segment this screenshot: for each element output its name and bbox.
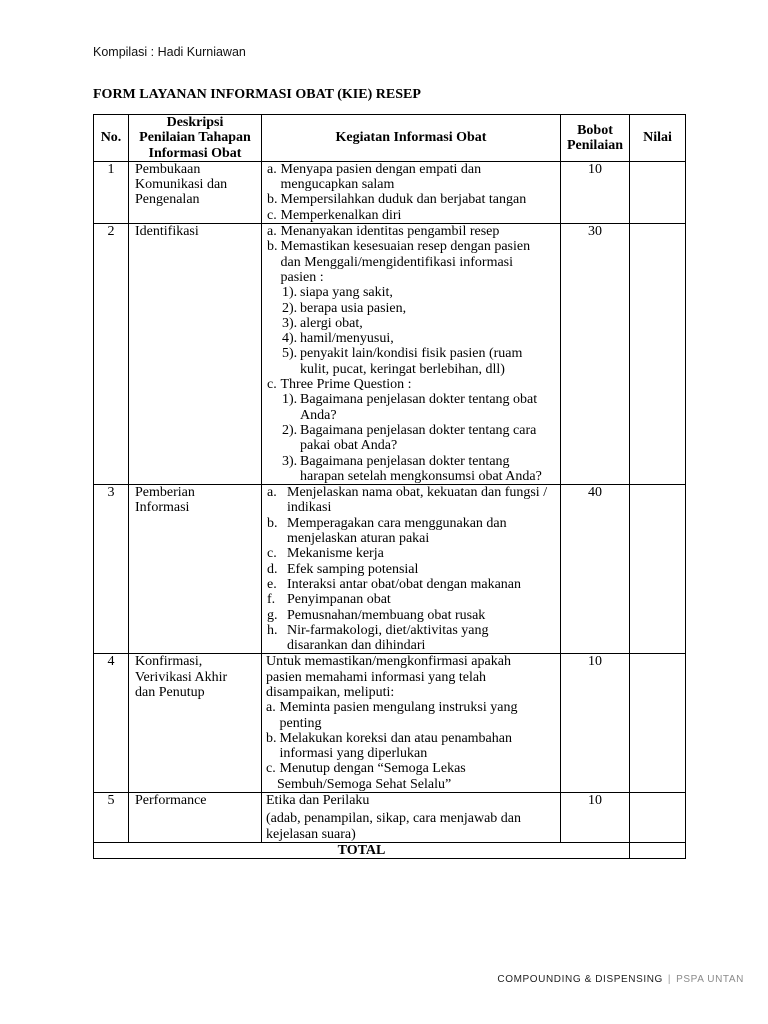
activity-text: Meminta pasien mengulang instruksi yang [279, 700, 518, 716]
activity-item [267, 208, 560, 223]
stage-description [129, 793, 262, 843]
score-cell [630, 485, 686, 654]
column-header-score: Nilai [630, 115, 686, 162]
header-line: Informasi Obat [148, 145, 242, 161]
table-row [94, 224, 686, 485]
sub-item-text: Bagaimana penjelasan dokter tentang cara [300, 422, 537, 438]
intro-line: disampaikan, meliputi: [266, 684, 395, 700]
activity-text: Menyapa pasien dengan empati dan [280, 161, 482, 177]
activity-item [267, 546, 560, 561]
activity-line [267, 608, 560, 623]
activity-item [267, 562, 560, 577]
sub-item-line [282, 346, 560, 361]
activity-cell [262, 654, 561, 793]
activity-text: Memperkenalkan diri [280, 207, 402, 223]
column-header-description [129, 115, 262, 162]
weight-value: 30 [561, 224, 630, 485]
sub-item-marker: 1). [282, 285, 298, 301]
column-header-no: No. [94, 115, 129, 162]
row-number: 2 [94, 224, 129, 485]
item-marker: g. [267, 607, 278, 623]
activity-line: disarankan dan dihindari [287, 638, 426, 654]
activity-cell [262, 485, 561, 654]
activity-cell [262, 224, 561, 485]
details-line: (adab, penampilan, sikap, cara menjawab dan [266, 811, 522, 827]
activity-line [267, 192, 560, 207]
sub-item-marker: 2). [282, 300, 298, 316]
table-header-row [94, 115, 686, 162]
activity-item [267, 608, 560, 623]
table-row [94, 793, 686, 843]
column-header-activity: Kegiatan Informasi Obat [262, 115, 561, 162]
activity-text: Memastikan kesesuaian resep dengan pasien [280, 239, 531, 255]
sub-item-text: berapa usia pasien, [300, 300, 407, 316]
table-row [94, 485, 686, 654]
activity-line [266, 761, 560, 776]
activity-item [267, 485, 560, 516]
description-line: Pengenalan [135, 192, 200, 208]
activity-item [267, 592, 560, 607]
activity-text: Efek samping potensial [287, 561, 419, 577]
column-header-weight [561, 115, 630, 162]
activity-item [267, 577, 560, 592]
activity-text: Three Prime Question : [280, 377, 412, 393]
activity-item [267, 377, 560, 484]
activity-line [267, 577, 560, 592]
sub-item [267, 454, 560, 485]
item-marker: b. [267, 192, 278, 208]
activity-line [267, 516, 560, 531]
activity-item [267, 192, 560, 207]
description-line: Komunikasi dan [135, 177, 228, 193]
intro-line: pasien memahami informasi yang telah [266, 669, 487, 685]
item-marker: b. [266, 730, 277, 746]
activity-text: Memperagakan cara menggunakan dan [287, 515, 507, 531]
sub-item-marker: 1). [282, 392, 298, 408]
header-line: Penilaian [566, 137, 623, 153]
activity-line [267, 208, 560, 223]
activity-item [267, 162, 560, 193]
item-marker: a. [267, 485, 277, 501]
sub-item-marker: 3). [282, 453, 298, 469]
activity-line [267, 377, 560, 392]
description-line: Informasi [135, 500, 190, 516]
activity-text: Nir-farmakologi, diet/aktivitas yang [287, 622, 489, 638]
activity-line: indikasi [287, 500, 332, 516]
item-marker: a. [266, 700, 276, 716]
total-score-cell [630, 842, 686, 858]
footer-program: PSPA UNTAN [676, 974, 744, 985]
activity-item [266, 761, 560, 792]
sub-item [267, 301, 560, 316]
sub-item-text: penyakit lain/kondisi fisik pasien (ruam [300, 346, 523, 362]
activity-line [266, 700, 560, 715]
activity-line [267, 224, 560, 239]
header-line: Bobot [577, 122, 613, 138]
page-title: FORM LAYANAN INFORMASI OBAT (KIE) RESEP [93, 87, 421, 102]
weight-value: 10 [561, 161, 630, 223]
activity-cell [262, 161, 561, 223]
activity-text: Mempersilahkan duduk dan berjabat tangan [280, 192, 527, 208]
description-line: Pemberian [135, 485, 195, 501]
description-line: dan Penutup [135, 684, 205, 700]
sub-item-marker: 5). [282, 346, 298, 362]
sub-item [267, 392, 560, 423]
activity-text: Menutup dengan “Semoga Lekas [279, 761, 466, 777]
sub-item [267, 346, 560, 377]
stage-description [129, 654, 262, 793]
activity-text: Menanyakan identitas pengambil resep [280, 224, 500, 240]
activity-text: Melakukan koreksi dan atau penambahan [279, 730, 512, 746]
row-number: 4 [94, 654, 129, 793]
item-marker: c. [267, 377, 277, 393]
sub-item-line [282, 331, 560, 346]
activity-line: menjelaskan aturan pakai [287, 531, 430, 547]
sub-item-line: harapan setelah mengkonsumsi obat Anda? [300, 468, 542, 484]
description-line: Pembukaan [135, 161, 201, 177]
stage-description [129, 161, 262, 223]
sub-item-line [282, 285, 560, 300]
activity-line [267, 592, 560, 607]
activity-item [267, 224, 560, 239]
activity-line [267, 162, 560, 177]
activity-cell [262, 793, 561, 843]
intro-line: Etika dan Perilaku [266, 793, 370, 809]
score-cell [630, 654, 686, 793]
sub-item-marker: 4). [282, 331, 298, 347]
item-marker: c. [267, 207, 277, 223]
sub-item-text: siapa yang sakit, [300, 285, 393, 301]
sub-item-text: alergi obat, [300, 315, 363, 331]
sub-item-marker: 3). [282, 315, 298, 331]
table-row [94, 654, 686, 793]
activity-line: informasi yang diperlukan [279, 746, 428, 762]
header-line: Penilaian Tahapan [139, 130, 251, 146]
sub-item-text: hamil/menyusui, [300, 331, 394, 347]
activity-text: Interaksi antar obat/obat dengan makanan [287, 576, 522, 592]
sub-item-line [282, 392, 560, 407]
sub-item-text: Bagaimana penjelasan dokter tentang obat [300, 392, 538, 408]
activity-line [267, 239, 560, 254]
row-number: 3 [94, 485, 129, 654]
activity-text: Menjelaskan nama obat, kekuatan dan fungsi / [287, 485, 548, 501]
compiler-credit: Kompilasi : Hadi Kurniawan [93, 45, 246, 59]
total-row [94, 842, 686, 858]
stage-description [129, 485, 262, 654]
total-label: TOTAL [94, 842, 630, 858]
score-cell [630, 161, 686, 223]
weight-value: 40 [561, 485, 630, 654]
item-marker: a. [267, 224, 277, 240]
activity-line [267, 546, 560, 561]
activity-line: penting [279, 715, 322, 731]
activity-text: Penyimpanan obat [287, 592, 391, 608]
description-line: Verivikasi Akhir [135, 669, 228, 685]
activity-item [267, 516, 560, 547]
sub-item-line [282, 423, 560, 438]
row-number: 5 [94, 793, 129, 843]
description-line: Performance [135, 793, 207, 809]
sub-item-text: Bagaimana penjelasan dokter tentang [300, 453, 510, 469]
sub-item-line: pakai obat Anda? [300, 438, 398, 454]
item-marker: f. [267, 592, 276, 608]
footer-course: COMPOUNDING & DISPENSING [497, 974, 663, 985]
activity-line: dan Menggali/mengidentifikasi informasi [280, 254, 514, 270]
activity-line [267, 485, 560, 500]
activity-line: pasien : [280, 269, 324, 285]
score-cell [630, 224, 686, 485]
description-line: Identifikasi [135, 224, 199, 240]
page-footer [497, 973, 744, 987]
footer-separator: | [667, 974, 672, 985]
header-line: Deskripsi [166, 115, 224, 130]
sub-item [267, 331, 560, 346]
activity-text: Mekanisme kerja [287, 546, 384, 562]
activity-details [266, 811, 560, 842]
intro-line: Untuk memastikan/mengkonfirmasi apakah [266, 654, 511, 670]
item-marker: b. [267, 239, 278, 255]
sub-item [267, 423, 560, 454]
sub-item [267, 316, 560, 331]
item-marker: d. [267, 561, 278, 577]
sub-item-line [282, 316, 560, 331]
weight-value: 10 [561, 654, 630, 793]
sub-item [267, 285, 560, 300]
item-marker: a. [267, 161, 277, 177]
kie-assessment-table [93, 114, 686, 859]
activity-line: Sembuh/Semoga Sehat Selalu” [277, 776, 452, 792]
sub-item-marker: 2). [282, 422, 298, 438]
activity-line: mengucapkan salam [280, 177, 395, 193]
sub-item-line: kulit, pucat, keringat berlebihan, dll) [300, 361, 505, 377]
activity-line [266, 731, 560, 746]
activity-line [267, 623, 560, 638]
score-cell [630, 793, 686, 843]
weight-value: 10 [561, 793, 630, 843]
item-marker: e. [267, 576, 277, 592]
activity-text: Pemusnahan/membuang obat rusak [287, 607, 486, 623]
activity-item [267, 239, 560, 377]
item-marker: b. [267, 515, 278, 531]
details-line: kejelasan suara) [266, 826, 356, 842]
activity-item [266, 700, 560, 731]
sub-item-line: Anda? [300, 407, 337, 423]
item-marker: c. [266, 761, 276, 777]
item-marker: c. [267, 546, 277, 562]
table-row [94, 161, 686, 223]
sub-item-line [282, 301, 560, 316]
activity-line [267, 562, 560, 577]
row-number: 1 [94, 161, 129, 223]
item-marker: h. [267, 622, 278, 638]
description-line: Konfirmasi, [135, 654, 203, 670]
stage-description [129, 224, 262, 485]
activity-item [266, 731, 560, 762]
activity-item [267, 623, 560, 654]
sub-item-line [282, 454, 560, 469]
